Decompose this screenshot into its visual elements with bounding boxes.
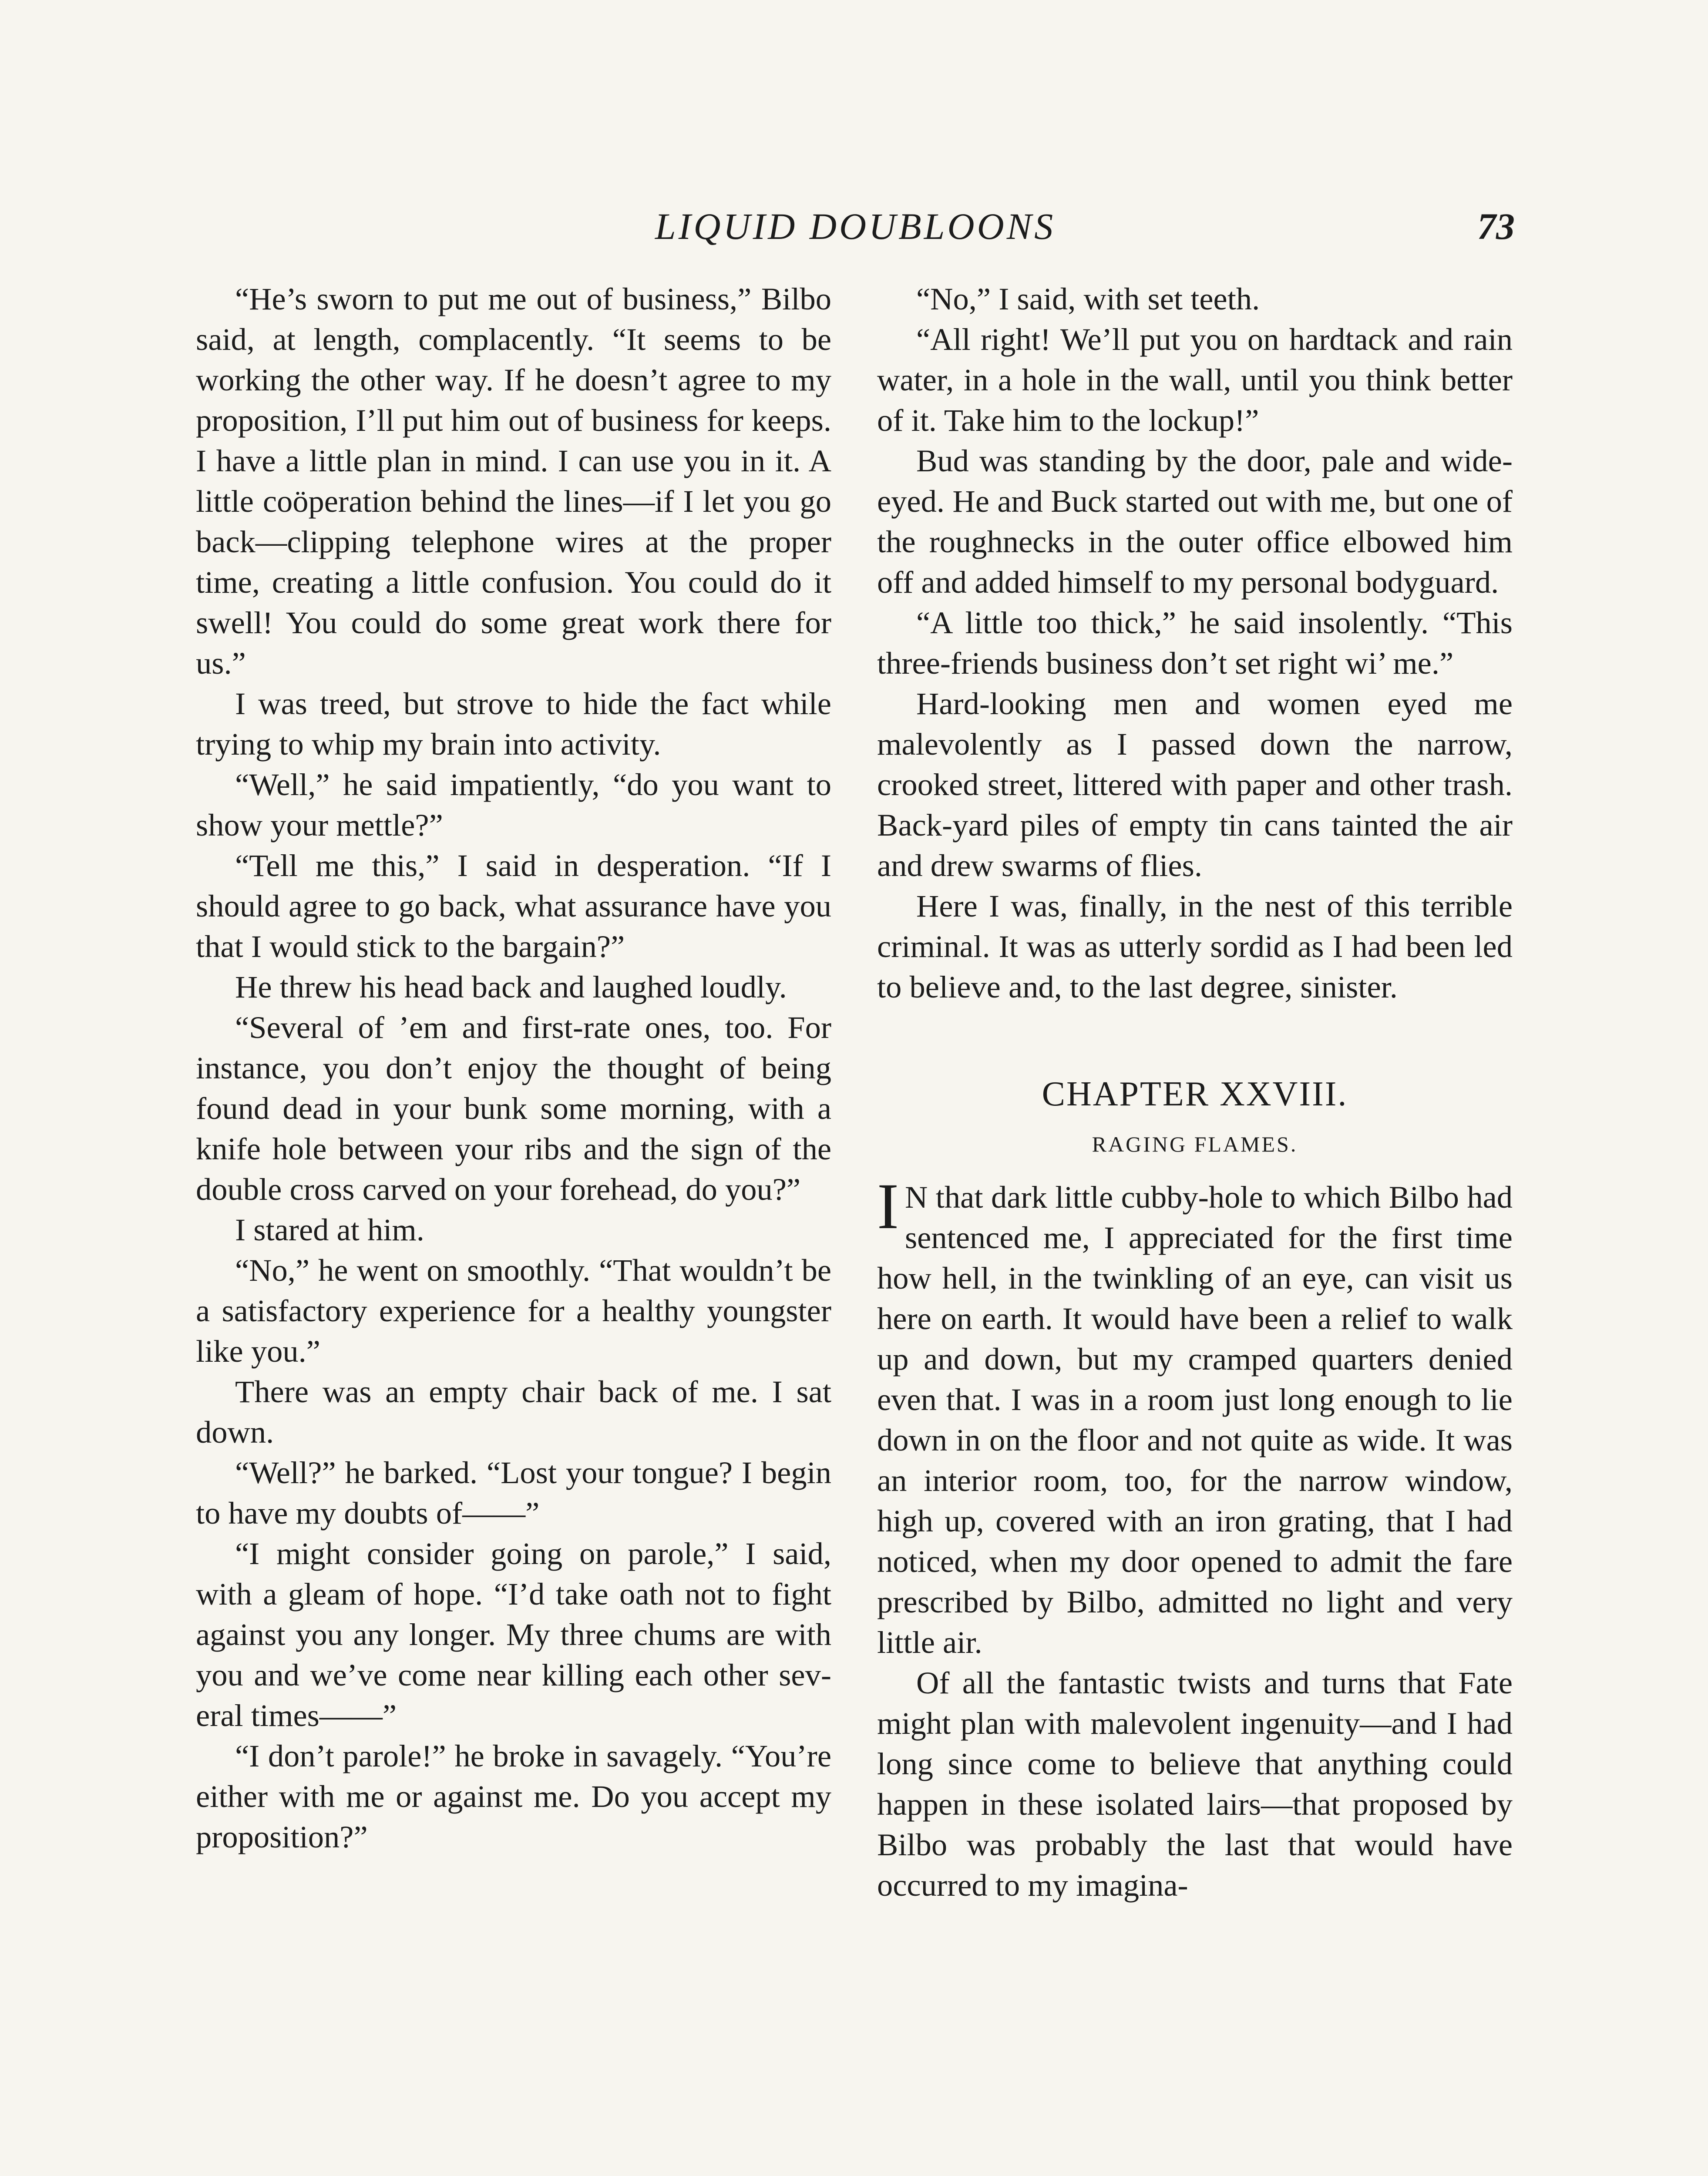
drop-cap: I xyxy=(877,1170,899,1242)
paragraph: “Tell me this,” I said in desperation. “If I should agree to go back, what assurance have you that I would stick to the bargain?” xyxy=(196,848,831,964)
paragraph: “Several of ’em and first-rate ones, too. For instance, you don’t enjoy the thought of being found dead in your bunk some morning, with a knife hole between your ribs and the sign of the double cross carved on your forehead, do you?” xyxy=(196,1010,831,1207)
running-header xyxy=(196,205,1515,257)
paragraph: “Well,” he said impatiently, “do you want to show your mettle?” xyxy=(196,767,831,843)
paragraph: “I might consider going on parole,” I said, with a gleam of hope. “I’d take oath not to fight against you any longer. My three chums are with you and we’ve come near killing each other several times——” xyxy=(196,1536,831,1733)
paragraph: Hard-looking men and women eyed me malevolently as I passed down the narrow, crooked street, littered with paper and other trash. Back-yard piles of empty tin cans tainted the air and drew swarms of flies. xyxy=(877,686,1513,883)
paragraph: “No,” he went on smoothly. “That wouldn’t be a satisfactory experience for a healthy youngster like you.” xyxy=(196,1253,831,1369)
paragraph: “No,” I said, with set teeth. xyxy=(916,281,1260,316)
paragraph: Of all the fantastic twists and turns that Fate might plan with malevolent ingenuity—and I had long since come to believe that anything could happen in these isolated lairs—that proposed by Bilbo was probably the last that would have occurred to my imagina- xyxy=(877,1665,1513,1903)
paragraph: There was an empty chair back of me. I sat down. xyxy=(196,1374,831,1450)
chapter-opening-text: N that dark little cubby-hole to which Bilbo had sentenced me, I appreciated for the first time how hell, in the twinkling of an eye, can visit us here on earth. It would have been a relief to walk up and down, but my cramped quarters denied even that. I was in a room just long enough to lie down in on the floor and not quite as wide. It was an interior room, too, for the narrow window, high up, covered with an iron grating, that I had noticed, when my door opened to admit the fare prescribed by Bilbo, admitted no light and very little air. xyxy=(877,1179,1513,1660)
chapter-heading xyxy=(877,1072,1513,1159)
right-column xyxy=(877,279,1513,1905)
chapter-opening-paragraph xyxy=(877,1170,1513,1662)
paragraph: I stared at him. xyxy=(235,1212,424,1247)
left-column xyxy=(196,279,831,1857)
paragraph: I was treed, but strove to hide the fact while trying to whip my brain into activity. xyxy=(196,686,831,762)
paragraph: “Well?” he barked. “Lost your tongue? I begin to have my doubts of——” xyxy=(196,1455,831,1531)
paragraph: Here I was, finally, in the nest of this terrible criminal. It was as utterly sordid as I had been led to believe and, to the last degree, sinister. xyxy=(877,888,1513,1004)
paragraph: Bud was standing by the door, pale and wide-eyed. He and Buck started out with me, but one of the roughnecks in the outer office elbowed him off and added himself to my personal bodyguard. xyxy=(877,443,1513,600)
paragraph: “He’s sworn to put me out of business,” Bilbo said, at length, complacently. “It seems to be working the other way. If he doesn’t agree to my proposition, I’ll put him out of business for keeps. I have a little plan in mind. I can use you in it. A little coöperation behind the lines—if I let you go back—clipping telephone wires at the proper time, creating a little confusion. You could do it swell! You could do some great work there for us.” xyxy=(196,281,831,681)
chapter-title: CHAPTER XXVIII. xyxy=(1042,1075,1348,1113)
paragraph: He threw his head back and laughed loudly. xyxy=(235,969,787,1004)
paragraph: “All right! We’ll put you on hardtack and rain water, in a hole in the wall, until you think better of it. Take him to the lockup!” xyxy=(877,322,1513,438)
paragraph: “A little too thick,” he said insolently. “This three-friends business don’t set right wi’ me.” xyxy=(877,605,1513,681)
page-number: 73 xyxy=(1477,205,1515,247)
running-title: LIQUID DOUBLOONS xyxy=(655,205,1056,247)
chapter-subtitle: RAGING FLAMES. xyxy=(1092,1132,1298,1156)
paragraph: “I don’t parole!” he broke in savagely. “You’re either with me or against me. Do you accept my proposition?” xyxy=(196,1738,831,1854)
